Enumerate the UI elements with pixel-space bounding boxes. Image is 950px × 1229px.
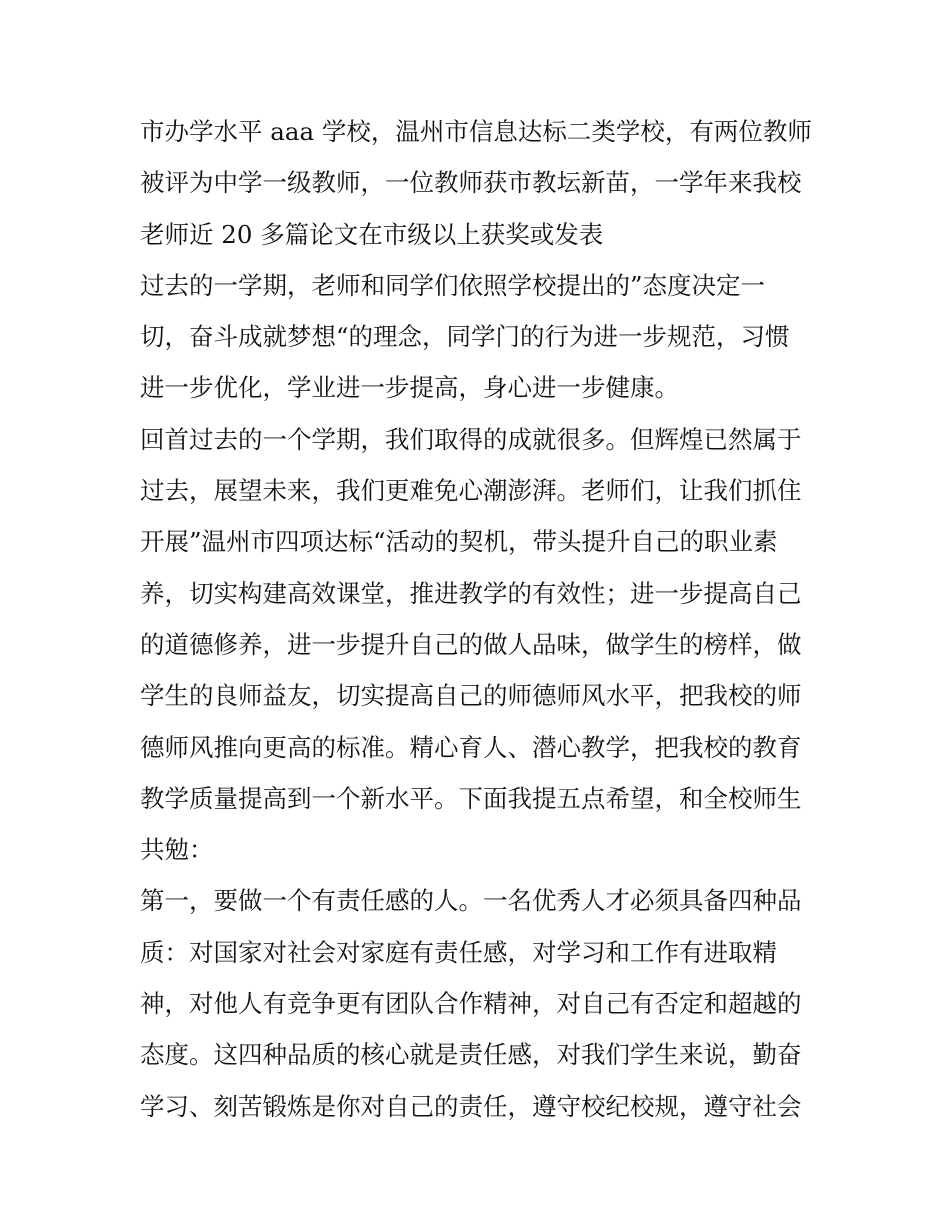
text-line: 德师风推向更高的标准。精心育人、潜心教学，把我校的教育: [140, 732, 802, 762]
text-line: 学习、刻苦锻炼是你对自己的责任，遵守校纪校规，遵守社会: [140, 1091, 802, 1121]
text-line: 回首过去的一个学期，我们取得的成就很多。但辉煌已然属于: [140, 424, 802, 454]
text-line: 学生的良师益友，切实提高自己的师德师风水平，把我校的师: [140, 681, 802, 711]
text-line: 养，切实构建高效课堂，推进教学的有效性；进一步提高自己: [140, 578, 802, 608]
text-line: 过去，展望未来，我们更难免心潮澎湃。老师们，让我们抓住: [140, 476, 802, 506]
text-line: 进一步优化，学业进一步提高，身心进一步健康。: [140, 373, 679, 403]
body-text: [140, 106, 830, 1132]
text-line: 第一，要做一个有责任感的人。一名优秀人才必须具备四种品: [140, 886, 802, 916]
text-line: 市办学水平 aaa 学校，温州市信息达标二类学校，有两位教师: [140, 117, 812, 146]
text-line: 共勉：: [140, 835, 214, 865]
text-line: 开展”温州市四项达标“活动的契机，带头提升自己的职业素: [140, 527, 778, 557]
text-line: 态度。这四种品质的核心就是责任感，对我们学生来说，勤奋: [140, 1040, 802, 1070]
text-line: 老师近 20 多篇论文在市级以上获奖或发表: [140, 219, 604, 249]
text-line: 切，奋斗成就梦想“的理念，同学门的行为进一步规范，习惯: [140, 322, 790, 352]
text-line: 神，对他人有竞争更有团队合作精神，对自己有否定和超越的: [140, 989, 802, 1019]
text-line: 质：对国家对社会对家庭有责任感，对学习和工作有进取精: [140, 937, 777, 967]
text-line: 教学质量提高到一个新水平。下面我提五点希望，和全校师生: [140, 783, 802, 813]
text-line: 的道德修养，进一步提升自己的做人品味，做学生的榜样，做: [140, 629, 802, 659]
text-line: 过去的一学期，老师和同学们依照学校提出的”态度决定一: [140, 270, 766, 300]
text-line: 被评为中学一级教师，一位教师获市教坛新苗，一学年来我校: [140, 168, 802, 198]
